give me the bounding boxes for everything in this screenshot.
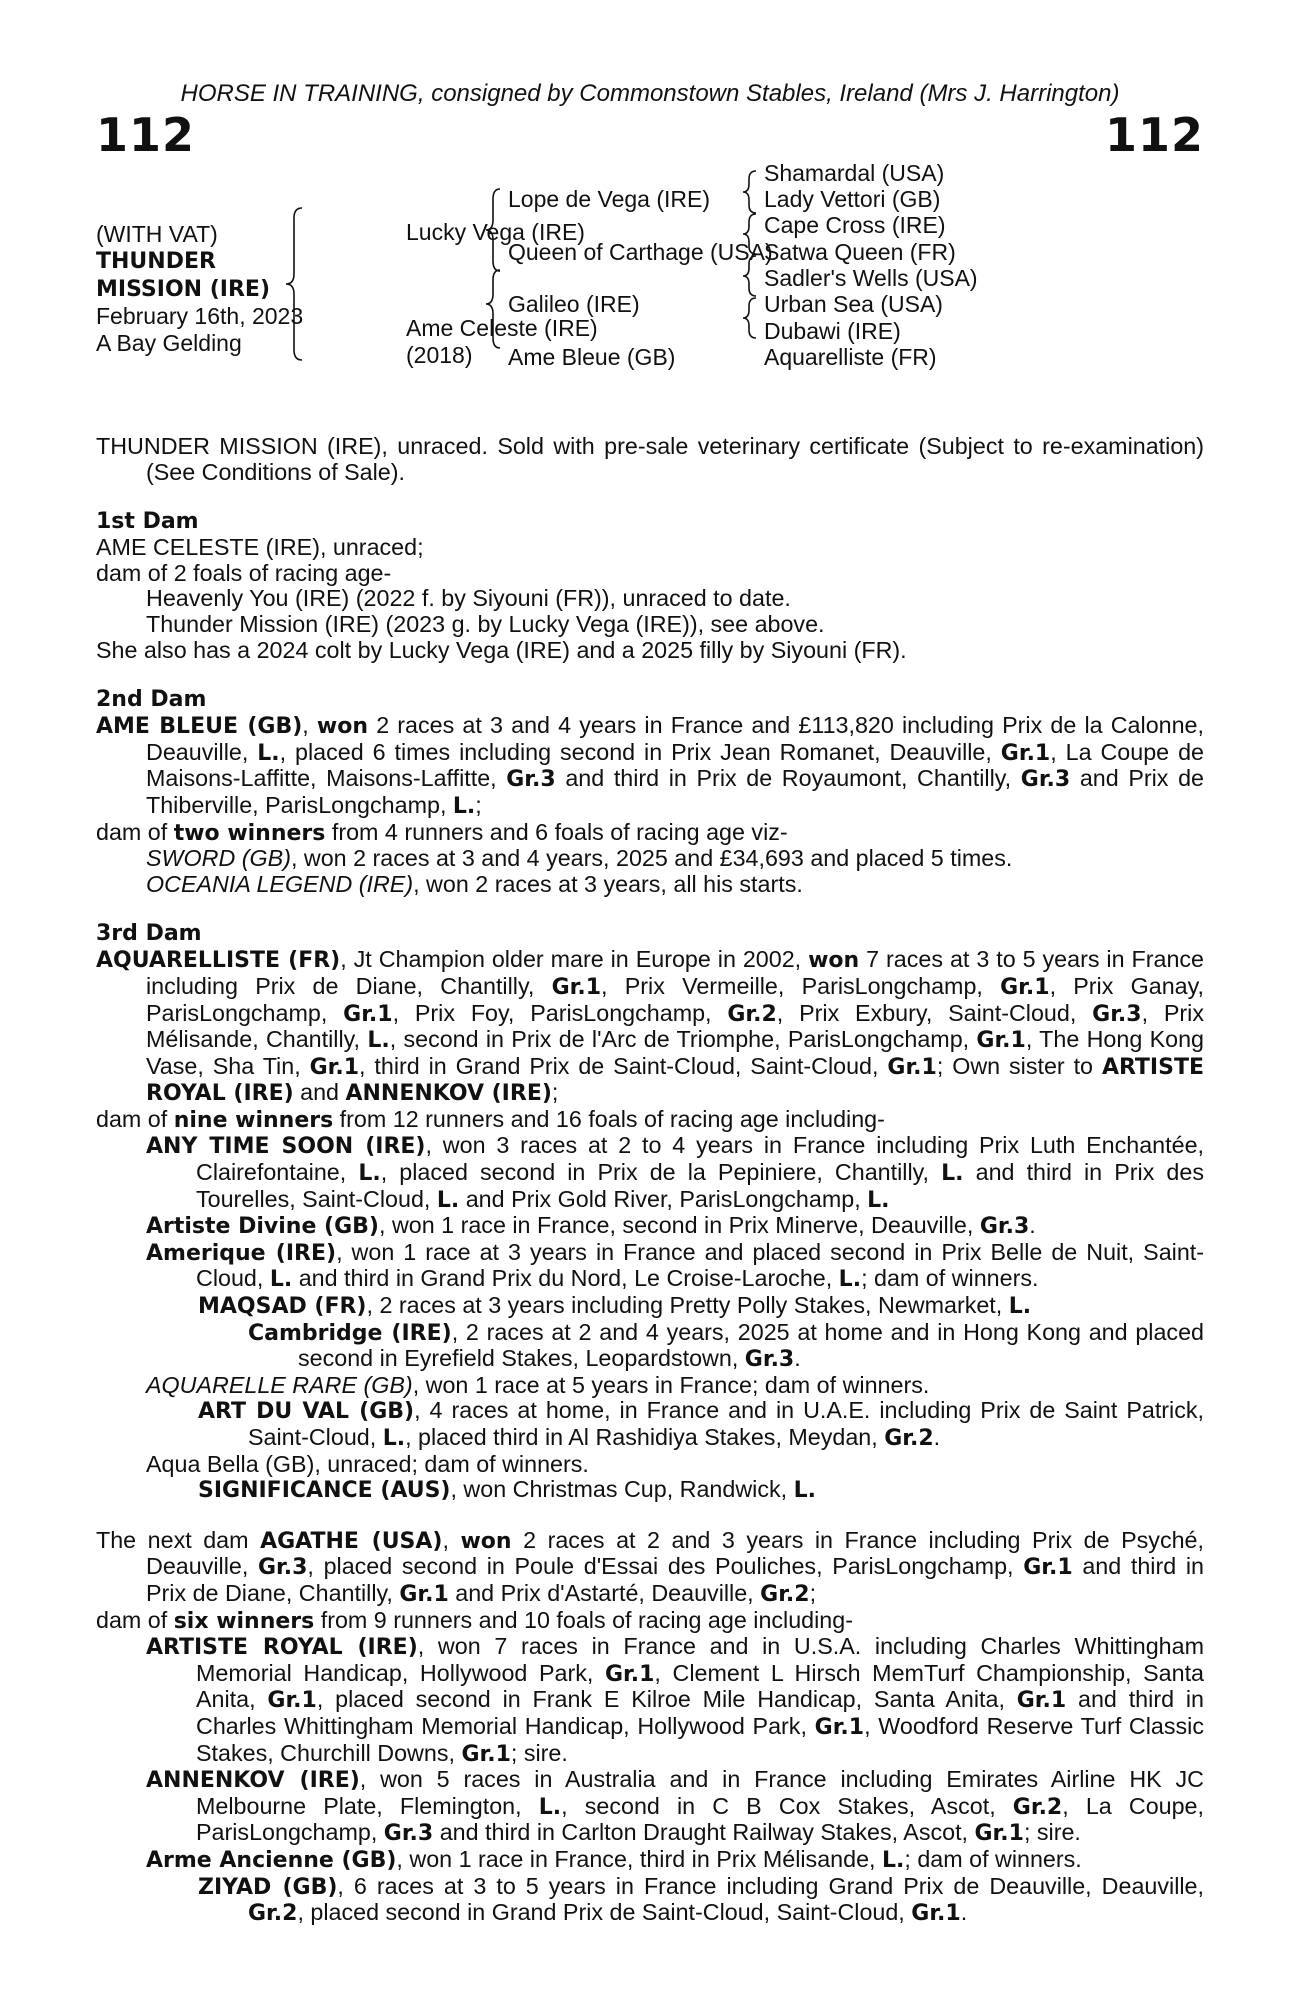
- bold-run: ANNENKOV (IRE): [146, 1768, 360, 1794]
- text-run: , third in Grand Prix de Saint-Cloud, Saint-Cloud,: [359, 1052, 888, 1079]
- text-run: , won 2 races at 3 and 4 years, 2025 and £34,693 and placed 5 times.: [290, 845, 1013, 872]
- bold-run: AGATHE (USA): [260, 1528, 443, 1554]
- text-run: 2 races at 2 and 3 years in France including Prix de Psyché, Deauville,: [146, 1526, 1204, 1580]
- bold-run: ANNENKOV (IRE): [345, 1081, 552, 1107]
- bold-run: Gr.3: [383, 1821, 434, 1847]
- first-dam-heading: 1st Dam: [96, 509, 199, 535]
- bold-run: Gr.1: [1016, 1688, 1067, 1714]
- first-dam-line: AME CELESTE (IRE), unraced;: [96, 534, 424, 561]
- produce-entry: [96, 1477, 1204, 1504]
- great-grandparent-6: Urban Sea (USA): [764, 291, 943, 317]
- text-run: .: [960, 1899, 968, 1926]
- bold-run: Gr.1: [911, 1901, 961, 1927]
- won-word: won: [316, 714, 369, 740]
- foaling-date: February 16th, 2023: [96, 303, 304, 329]
- dam-dam: Ame Bleue (GB): [508, 344, 676, 370]
- bold-run: Gr.3: [979, 1214, 1030, 1240]
- bold-run: Gr.1: [343, 1001, 393, 1027]
- first-dam-line: She also has a 2024 colt by Lucky Vega (IRE) and a 2025 filly by Siyouni (FR).: [96, 636, 907, 663]
- bold-run: L.: [941, 1161, 964, 1187]
- italic-run: AQUARELLE RARE (GB): [146, 1371, 413, 1398]
- next-dam-produce-summary: [96, 1608, 1204, 1635]
- text-run: , won 3 races at 2 to 4 years in France including Prix Luth Enchantée, Clairefontaine,: [196, 1132, 1204, 1186]
- text-run: , won Christmas Cup, Randwick,: [450, 1476, 794, 1503]
- text-run: , won 1 race in France, second in Prix Minerve, Deauville,: [379, 1212, 980, 1239]
- bold-run: Gr.1: [399, 1581, 449, 1607]
- dam: Ame Celeste (IRE): [406, 315, 598, 341]
- bold-run: Gr.1: [976, 1028, 1026, 1054]
- text-run: ; Own sister to: [936, 1052, 1102, 1079]
- produce-entry: [96, 1213, 1204, 1240]
- text-run: ,: [302, 712, 317, 739]
- text-run: , 2 races at 3 years including Pretty Polly Stakes, Newmarket,: [366, 1292, 1009, 1319]
- bold-run: L.: [358, 1161, 381, 1187]
- text-run: and third in Charles Whittingham Memorial Handicap, Hollywood Park,: [196, 1686, 1204, 1739]
- produce-entry: [96, 1847, 1204, 1874]
- bold-run: ARTISTE ROYAL (IRE): [146, 1054, 1204, 1107]
- text-run: and Prix d'Astarté, Deauville,: [448, 1579, 761, 1606]
- text-run: ,: [442, 1526, 461, 1553]
- produce-entry: [96, 1874, 1204, 1927]
- text-run: and third in Prix de Royaumont, Chantilly,: [555, 765, 1021, 792]
- bold-run: MAQSAD (FR): [198, 1294, 367, 1320]
- bold-run: ARTISTE ROYAL (IRE): [146, 1635, 418, 1661]
- text-run: , won 2 races at 3 years, all his starts.: [413, 870, 803, 897]
- great-grandparent-5: Sadler's Wells (USA): [764, 265, 978, 291]
- text-run: ; sire.: [1023, 1819, 1081, 1846]
- text-run: , La Coupe de Maisons-Laffitte, Maisons-Laffitte,: [146, 738, 1204, 792]
- bold-run: won: [808, 948, 860, 974]
- text-run: , placed second in Poule d'Essai des Pouliches, ParisLongchamp,: [307, 1553, 1024, 1580]
- bold-run: L.: [382, 1426, 406, 1451]
- text-run: ; dam of winners.: [861, 1265, 1039, 1292]
- second-dam-heading: 2nd Dam: [96, 687, 207, 713]
- bold-run: six winners: [173, 1608, 315, 1634]
- bold-run: L.: [538, 1794, 562, 1820]
- third-dam-produce-summary: [96, 1107, 1204, 1134]
- bold-run: Artiste Divine (GB): [146, 1214, 379, 1240]
- bold-run: Gr.2: [760, 1581, 810, 1607]
- text-run: dam of: [96, 1105, 174, 1132]
- produce-entry: [96, 1133, 1204, 1213]
- text-run: ;: [475, 791, 482, 818]
- text-run: 7 races at 3 to 5 years in France including Prix de Diane, Chantilly,: [146, 946, 1205, 999]
- bold-run: L.: [881, 1847, 905, 1873]
- bold-run: L.: [367, 1028, 390, 1054]
- listed-tag: L.: [452, 793, 476, 819]
- text-run: , placed second in Grand Prix de Saint-Cloud, Saint-Cloud,: [297, 1899, 912, 1926]
- produce-name: OCEANIA LEGEND (IRE): [146, 870, 414, 897]
- dam-sire: Galileo (IRE): [508, 291, 640, 317]
- sire-sire: Lope de Vega (IRE): [508, 186, 711, 212]
- horse-name-line1: THUNDER: [96, 249, 216, 274]
- group-tag: Gr.1: [1000, 740, 1051, 766]
- text-run: .: [933, 1424, 941, 1450]
- text-run: and third in Prix de Diane, Chantilly,: [146, 1553, 1204, 1606]
- vat-note: (WITH VAT): [96, 221, 218, 247]
- bold-run: Gr.3: [257, 1555, 308, 1581]
- bold-run: Gr.1: [309, 1054, 360, 1080]
- bold-run: Gr.1: [267, 1688, 317, 1714]
- text-run: .: [1029, 1212, 1036, 1239]
- text-run: ; sire.: [510, 1739, 568, 1766]
- text-run: , won 1 race in France, third in Prix Mélisande,: [396, 1845, 882, 1872]
- section-gap: [96, 1504, 1204, 1528]
- text-run: , won 7 races in France and in U.S.A. including Charles Whittingham Memorial Handicap, Hollywood Park,: [196, 1633, 1204, 1686]
- catalogue-page: [96, 78, 1204, 1927]
- consignment-line: HORSE IN TRAINING, consigned by Commonstown Stables, Ireland (Mrs J. Harrington): [180, 80, 1120, 107]
- text-run: , second in Prix de l'Arc de Triomphe, ParisLongchamp,: [389, 1026, 977, 1053]
- produce-entry: [96, 1398, 1204, 1451]
- winners-count: two winners: [173, 820, 326, 846]
- text-run: , Prix Vermeille, ParisLongchamp,: [601, 972, 1001, 999]
- second-dam-produce-summary: [96, 820, 1204, 847]
- first-dam-foal: Heavenly You (IRE) (2022 f. by Siyouni (FR)), unraced to date.: [146, 585, 791, 612]
- text-run: , placed second in Prix de la Pepiniere, Chantilly,: [380, 1159, 942, 1186]
- produce-entry: [96, 1767, 1204, 1847]
- text-run: and: [293, 1079, 346, 1106]
- group-tag: Gr.3: [506, 767, 556, 793]
- produce-entry: [96, 1293, 1204, 1320]
- sire: Lucky Vega (IRE): [406, 219, 585, 245]
- bold-run: nine winners: [173, 1107, 334, 1133]
- text-run: , Prix Mélisande, Chantilly,: [146, 999, 1204, 1053]
- bold-run: Gr.1: [887, 1054, 937, 1080]
- pedigree-table: [96, 160, 1204, 428]
- intro-paragraph: THUNDER MISSION (IRE), unraced. Sold with pre-sale veterinary certificate (Subject to re-examination) (See Conditions of Sale).: [96, 433, 1204, 485]
- lot-number-row: [96, 110, 1204, 168]
- produce-name: SWORD (GB): [146, 845, 291, 872]
- produce-entry: [96, 1320, 1204, 1373]
- bold-run: Gr.1: [551, 974, 602, 1000]
- text-run: , 4 races at home, in France and in U.A.E. including Prix de Saint Patrick, Saint-Cloud,: [248, 1397, 1205, 1450]
- first-dam-line: dam of 2 foals of racing age-: [96, 559, 392, 586]
- horse-description: A Bay Gelding: [96, 330, 242, 356]
- text-run: ; dam of winners.: [904, 1845, 1082, 1872]
- second-dam-record: [96, 713, 1204, 819]
- produce-entry: [96, 1452, 1204, 1478]
- text-run: ;: [809, 1579, 817, 1606]
- first-dam-foal: Thunder Mission (IRE) (2023 g. by Lucky Vega (IRE)), see above.: [146, 610, 825, 637]
- text-run: , 2 races at 2 and 4 years, 2025 at home and in Hong Kong and placed second in Eyrefield Stakes, Leopardstown,: [298, 1318, 1204, 1372]
- listed-tag: L.: [257, 740, 280, 766]
- bold-run: Gr.1: [604, 1661, 655, 1687]
- bold-run: L.: [436, 1187, 460, 1213]
- bold-run: L.: [838, 1267, 862, 1293]
- text-run: dam of: [96, 1606, 174, 1633]
- bold-run: Gr.2: [248, 1901, 298, 1927]
- bold-run: Gr.1: [814, 1714, 865, 1740]
- bold-run: ART DU VAL (GB): [198, 1399, 415, 1425]
- text-run: , Prix Exbury, Saint-Cloud,: [776, 999, 1093, 1026]
- text-run: 2 races at 3 and 4 years in France and £113,820 including Prix de la Calonne, Deauville,: [146, 712, 1204, 765]
- bold-run: SIGNIFICANCE (AUS): [198, 1478, 451, 1504]
- horse-name-line2: MISSION (IRE): [96, 277, 271, 302]
- sire-dam: Queen of Carthage (USA): [508, 239, 773, 265]
- text-run: and third in Grand Prix du Nord, Le Croise-Laroche,: [292, 1265, 839, 1292]
- text-run: , Woodford Reserve Turf Classic Stakes, Churchill Downs,: [196, 1712, 1205, 1766]
- text-run: , second in C B Cox Stakes, Ascot,: [561, 1792, 1013, 1819]
- dam-year: (2018): [406, 342, 473, 368]
- text-run: , 6 races at 3 to 5 years in France including Grand Prix de Deauville, Deauville,: [337, 1872, 1204, 1899]
- text-run: , won 1 race at 3 years in France and placed second in Prix Belle de Nuit, Saint-Cloud,: [196, 1238, 1205, 1292]
- text-run: ;: [551, 1079, 559, 1106]
- text-run: , won 1 race at 5 years in France; dam of winners.: [412, 1371, 930, 1398]
- produce-entry: [96, 846, 1204, 872]
- text-run: , placed 6 times including second in Prix Jean Romanet, Deauville,: [279, 738, 1001, 765]
- great-grandparent-7: Dubawi (IRE): [764, 318, 901, 344]
- great-grandparent-3: Cape Cross (IRE): [764, 212, 946, 238]
- text-run: dam of: [96, 818, 174, 845]
- bold-run: Gr.2: [1012, 1794, 1063, 1820]
- bold-run: L.: [269, 1267, 293, 1293]
- text-run: and third in Prix des Tourelles, Saint-Cloud,: [196, 1159, 1204, 1212]
- produce-entry: [96, 1634, 1204, 1767]
- text-run: , La Coupe, ParisLongchamp,: [196, 1792, 1204, 1846]
- bold-run: ZIYAD (GB): [198, 1874, 338, 1900]
- third-dam-record: [96, 947, 1204, 1107]
- bold-run: L.: [1008, 1294, 1032, 1320]
- bold-run: Gr.3: [744, 1347, 795, 1373]
- bold-run: won: [460, 1528, 512, 1554]
- bold-run: L.: [793, 1478, 816, 1504]
- text-run: , placed second in Frank E Kilroe Mile Handicap, Santa Anita,: [316, 1686, 1017, 1713]
- text-run: Aqua Bella (GB), unraced; dam of winners.: [146, 1450, 589, 1477]
- text-run: .: [794, 1345, 801, 1372]
- text-run: and third in Carlton Draught Railway Stakes, Ascot,: [433, 1819, 975, 1846]
- bold-run: Gr.1: [974, 1821, 1024, 1847]
- text-run: and Prix de Thiberville, ParisLongchamp,: [146, 765, 1204, 818]
- bold-run: Gr.2: [884, 1426, 934, 1451]
- bold-run: AQUARELLISTE (FR): [96, 948, 341, 974]
- bold-run: Arme Ancienne (GB): [146, 1847, 397, 1873]
- bold-run: Amerique (IRE): [146, 1240, 337, 1266]
- lot-number-right: 112: [1104, 108, 1204, 162]
- text-run: from 4 runners and 6 foals of racing age viz-: [325, 818, 788, 845]
- text-run: from 9 runners and 10 foals of racing age including-: [314, 1606, 853, 1633]
- bold-run: Gr.3: [1092, 1001, 1142, 1027]
- bold-run: Gr.1: [461, 1741, 511, 1767]
- text-run: and Prix Gold River, ParisLongchamp,: [459, 1185, 868, 1212]
- lot-number-left: 112: [96, 108, 196, 162]
- great-grandparent-8: Aquarelliste (FR): [764, 344, 937, 370]
- text-run: , Clement L Hirsch MemTurf Championship, Santa Anita,: [196, 1659, 1205, 1713]
- group-tag: Gr.3: [1020, 767, 1071, 793]
- bold-run: Gr.2: [727, 1001, 777, 1027]
- text-run: , Jt Champion older mare in Europe in 2002,: [340, 946, 809, 973]
- produce-entry: [96, 1240, 1204, 1293]
- third-dam-heading: 3rd Dam: [96, 921, 202, 947]
- text-run: , Prix Ganay, ParisLongchamp,: [146, 972, 1204, 1026]
- great-grandparent-1: Shamardal (USA): [764, 160, 945, 186]
- bold-run: L.: [867, 1187, 890, 1213]
- produce-entry: [96, 872, 1204, 898]
- bold-run: ANY TIME SOON (IRE): [146, 1134, 426, 1160]
- great-grandparent-4: Satwa Queen (FR): [764, 239, 956, 265]
- text-run: , Prix Foy, ParisLongchamp,: [392, 999, 728, 1026]
- bold-run: Gr.1: [1000, 974, 1050, 1000]
- text-run: , The Hong Kong Vase, Sha Tin,: [146, 1026, 1204, 1079]
- dam-name: AME BLEUE (GB): [96, 714, 303, 740]
- bold-run: Cambridge (IRE): [248, 1320, 452, 1346]
- produce-entry: [96, 1373, 1204, 1399]
- great-grandparent-2: Lady Vettori (GB): [764, 186, 941, 212]
- text-run: , won 5 races in Australia and in France including Emirates Airline HK JC Melbourne Plate, Flemington,: [196, 1766, 1204, 1819]
- text-run: The next dam: [96, 1526, 261, 1553]
- text-run: from 12 runners and 16 foals of racing age including-: [333, 1105, 885, 1132]
- bold-run: Gr.1: [1023, 1555, 1073, 1581]
- text-run: , placed third in Al Rashidiya Stakes, Meydan,: [405, 1424, 885, 1450]
- next-dam-record: [96, 1528, 1204, 1608]
